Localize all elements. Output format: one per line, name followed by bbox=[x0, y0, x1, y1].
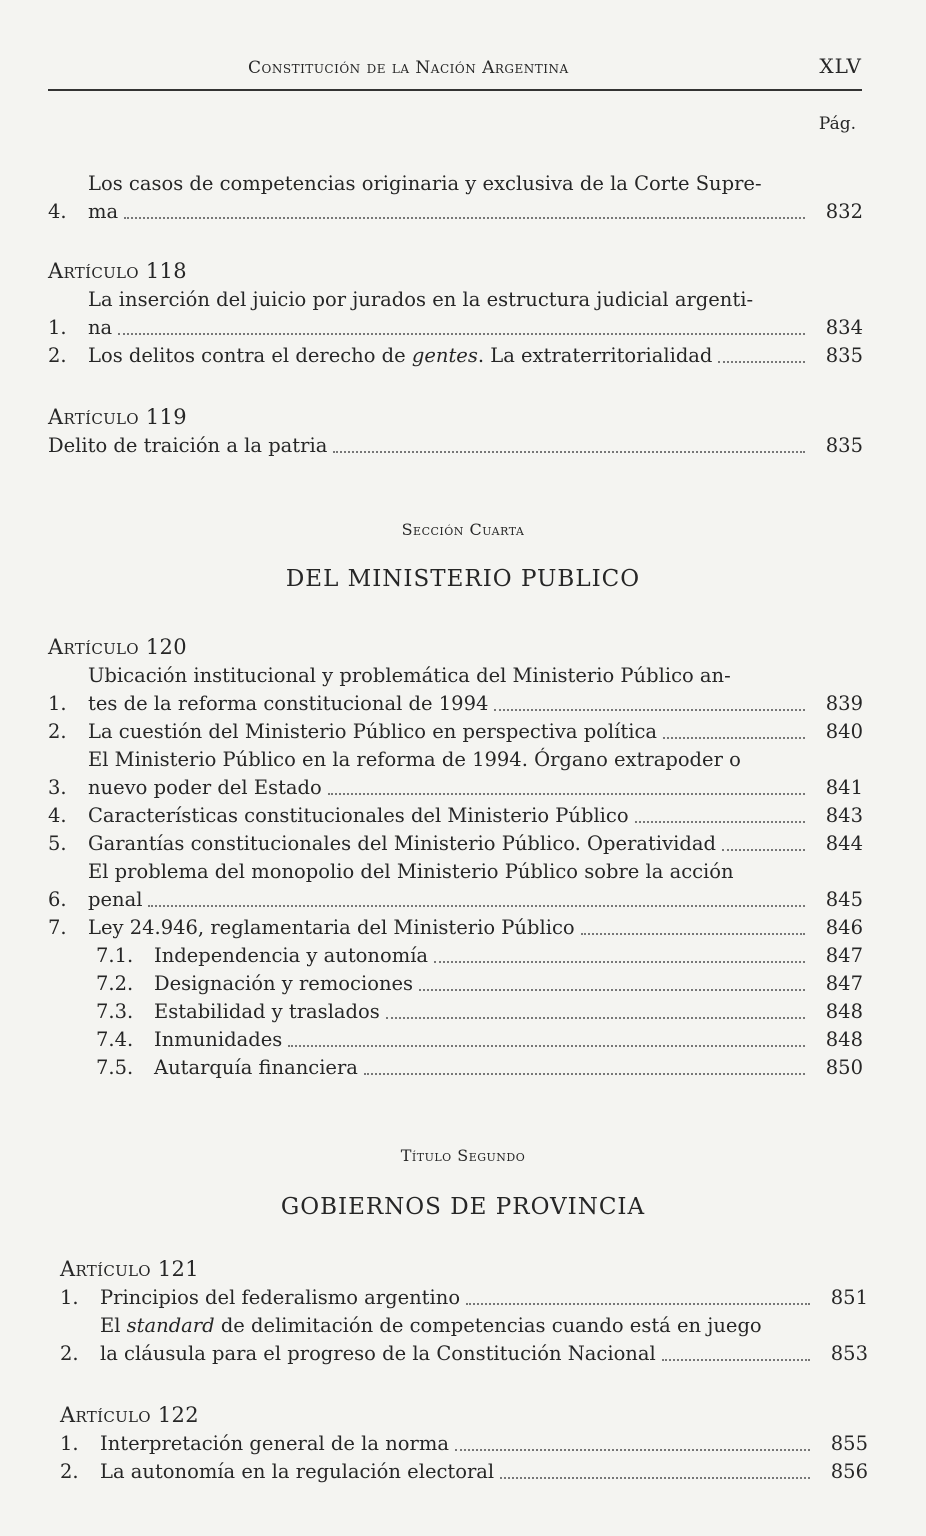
article-122 bbox=[60, 1400, 868, 1486]
toc-entry[interactable] bbox=[48, 432, 863, 460]
toc-subentry[interactable]: 7.4. Inmunidades 848 bbox=[48, 1026, 863, 1054]
toc-entry-text: Designación y remociones bbox=[154, 972, 414, 995]
toc-entry[interactable]: 6. El problema del monopolio del Ministerio Público sobre la acción penal 845 bbox=[48, 858, 863, 914]
leader-dots bbox=[635, 821, 805, 823]
toc-entry-text: La inserción del juicio por jurados en la estructura judicial argenti- bbox=[88, 288, 754, 311]
toc-subentry[interactable]: 7.3. Estabilidad y traslados 848 bbox=[48, 998, 863, 1026]
article-heading: Artículo 120 bbox=[48, 635, 187, 659]
toc-page-number: 835 bbox=[825, 344, 863, 367]
toc-entry[interactable]: 2. La autonomía en la regulación electoral 856 bbox=[60, 1458, 868, 1486]
toc-page-number: 846 bbox=[825, 916, 863, 939]
toc-page-number: 845 bbox=[825, 888, 863, 911]
running-title: Constitución de la Nación Argentina bbox=[248, 58, 569, 78]
leader-dots bbox=[364, 1073, 805, 1075]
toc-entry-text: Características constitucionales del Ministerio Público bbox=[88, 804, 629, 827]
toc-page-number: 840 bbox=[825, 720, 863, 743]
toc-entry[interactable]: 4. Los casos de competencias originaria y exclusiva de la Corte Supre- ma 832 bbox=[48, 170, 863, 226]
toc-subentry[interactable]: 7.2. Designación y remociones 847 bbox=[48, 970, 863, 998]
toc-page-number: 832 bbox=[825, 200, 863, 223]
toc-page-number: 850 bbox=[825, 1056, 863, 1079]
toc-entry[interactable]: 5. Garantías constitucionales del Ministerio Público. Operatividad 844 bbox=[48, 830, 863, 858]
toc-page-number: 834 bbox=[825, 316, 863, 339]
leader-dots bbox=[118, 333, 805, 335]
article-121 bbox=[60, 1254, 868, 1368]
toc-entry[interactable]: 1. Interpretación general de la norma 855 bbox=[60, 1430, 868, 1458]
toc-page-number: 835 bbox=[825, 434, 863, 457]
header-rule bbox=[48, 89, 862, 91]
leader-dots bbox=[333, 451, 805, 453]
toc-entry-text: Ley 24.946, reglamentaria del Ministerio Público bbox=[88, 916, 575, 939]
toc-entry-text: El problema del monopolio del Ministerio Público sobre la acción bbox=[88, 860, 734, 883]
title-label: Título Segundo bbox=[400, 1146, 526, 1165]
leader-dots bbox=[494, 709, 805, 711]
leader-dots bbox=[581, 933, 805, 935]
article-120 bbox=[48, 632, 863, 1082]
leader-dots bbox=[718, 361, 805, 363]
toc-entry-text: El Ministerio Público en la reforma de 1994. Órgano extrapoder o bbox=[88, 748, 741, 771]
page-column-label: Pág. bbox=[818, 114, 856, 134]
toc-entry-text: Garantías constitucionales del Ministerio Público. Operatividad bbox=[88, 832, 716, 855]
leader-dots bbox=[662, 1359, 810, 1361]
toc-block-preceding bbox=[48, 170, 863, 226]
toc-page-number: 855 bbox=[830, 1432, 868, 1455]
running-header bbox=[48, 54, 862, 88]
toc-entry-text: Interpretación general de la norma bbox=[100, 1432, 449, 1455]
toc-entry[interactable]: 1. La inserción del juicio por jurados en la estructura judicial argenti- na 834 bbox=[48, 286, 863, 342]
toc-page-number: 848 bbox=[825, 1000, 863, 1023]
leader-dots bbox=[722, 849, 805, 851]
toc-page-number: 841 bbox=[825, 776, 863, 799]
toc-entry-text: Autarquía financiera bbox=[154, 1056, 358, 1079]
toc-page-number: 844 bbox=[825, 832, 863, 855]
leader-dots bbox=[288, 1045, 805, 1047]
toc-entry-text: Los delitos contra el derecho de gentes. La extraterritorialidad bbox=[88, 344, 713, 367]
toc-entry-text: Principios del federalismo argentino bbox=[100, 1286, 461, 1309]
toc-entry[interactable]: 2. El standard de delimitación de competencias cuando está en juego la cláusula para el progreso de la Constitución Nacional 853 bbox=[60, 1312, 868, 1368]
toc-entry-text: Ubicación institucional y problemática del Ministerio Público an- bbox=[88, 664, 731, 687]
toc-entry[interactable]: 2. Los delitos contra el derecho de gentes. La extraterritorialidad 835 bbox=[48, 342, 863, 370]
toc-entry-text: Independencia y autonomía bbox=[154, 944, 429, 967]
toc-page-number: 843 bbox=[825, 804, 863, 827]
leader-dots bbox=[500, 1477, 810, 1479]
toc-entry[interactable]: 3. El Ministerio Público en la reforma de 1994. Órgano extrapoder o nuevo poder del Estado 841 bbox=[48, 746, 863, 802]
leader-dots bbox=[434, 961, 805, 963]
toc-page-number: 839 bbox=[825, 692, 863, 715]
toc-entry[interactable]: 1. Ubicación institucional y problemática del Ministerio Público an- tes de la reforma constitucional de 1994 839 bbox=[48, 662, 863, 718]
article-heading: Artículo 122 bbox=[60, 1403, 199, 1427]
toc-subentry[interactable]: 7.5. Autarquía financiera 850 bbox=[48, 1054, 863, 1082]
toc-entry-text: Delito de traición a la patria bbox=[48, 434, 328, 457]
article-heading: Artículo 118 bbox=[48, 259, 187, 283]
page-number: XLV bbox=[819, 54, 862, 78]
toc-page-number: 856 bbox=[830, 1460, 868, 1483]
toc-entry[interactable]: 1. Principios del federalismo argentino 851 bbox=[60, 1284, 868, 1312]
article-119 bbox=[48, 402, 863, 460]
article-heading: Artículo 119 bbox=[48, 405, 187, 429]
toc-page-number: 851 bbox=[830, 1286, 868, 1309]
leader-dots bbox=[419, 989, 805, 991]
leader-dots bbox=[328, 793, 805, 795]
section-label: Sección Cuarta bbox=[401, 520, 525, 539]
leader-dots bbox=[148, 905, 805, 907]
toc-entry[interactable]: 2. La cuestión del Ministerio Público en perspectiva política 840 bbox=[48, 718, 863, 746]
leader-dots bbox=[455, 1449, 810, 1451]
toc-entry-text: El standard de delimitación de competencias cuando está en juego bbox=[100, 1314, 762, 1337]
leader-dots bbox=[124, 217, 805, 219]
toc-entry-text: La autonomía en la regulación electoral bbox=[100, 1460, 495, 1483]
title-heading: GOBIERNOS DE PROVINCIA bbox=[280, 1194, 646, 1220]
toc-entry-text: La cuestión del Ministerio Público en perspectiva política bbox=[88, 720, 658, 743]
section-title: DEL MINISTERIO PUBLICO bbox=[285, 566, 641, 592]
toc-entry-text: Inmunidades bbox=[154, 1028, 283, 1051]
toc-page-number: 847 bbox=[825, 944, 863, 967]
leader-dots bbox=[386, 1017, 805, 1019]
toc-page-number: 853 bbox=[830, 1342, 868, 1365]
article-heading: Artículo 121 bbox=[60, 1257, 199, 1281]
leader-dots bbox=[663, 737, 805, 739]
toc-subentry[interactable]: 7.1. Independencia y autonomía 847 bbox=[48, 942, 863, 970]
toc-entry-text: Estabilidad y traslados bbox=[154, 1000, 380, 1023]
leader-dots bbox=[466, 1303, 810, 1305]
toc-entry-text: Los casos de competencias originaria y exclusiva de la Corte Supre- bbox=[88, 172, 762, 195]
toc-page-number: 847 bbox=[825, 972, 863, 995]
toc-entry[interactable]: 4. Características constitucionales del Ministerio Público 843 bbox=[48, 802, 863, 830]
toc-entry[interactable]: 7. Ley 24.946, reglamentaria del Ministerio Público 846 bbox=[48, 914, 863, 942]
toc-page-number: 848 bbox=[825, 1028, 863, 1051]
article-118 bbox=[48, 256, 863, 370]
